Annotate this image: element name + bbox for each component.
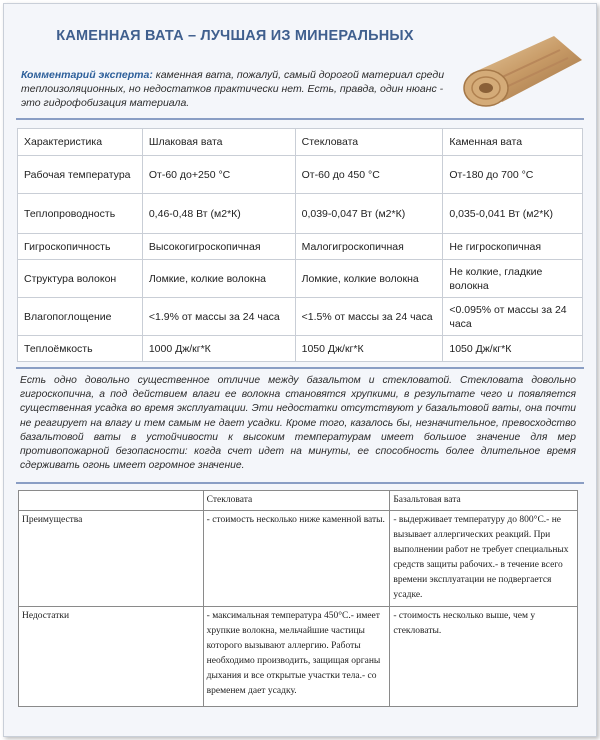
table-cell: <1.5% от массы за 24 часа (295, 298, 443, 336)
table-cell: От-60 до+250 °С (142, 156, 295, 194)
table-row (18, 156, 583, 194)
table-cell: - стоимость несколько выше, чем у стекловаты. (390, 607, 578, 707)
table-cell: Структура волокон (18, 260, 143, 298)
table-cell: 1050 Дж/кг*К (443, 336, 583, 362)
table-cell: 0,035-0,041 Вт (м2*К) (443, 194, 583, 234)
table-cell: 1050 Дж/кг*К (295, 336, 443, 362)
table-cell: 0,039-0,047 Вт (м2*К) (295, 194, 443, 234)
expert-comment-text: каменная вата, пожалуй, самый дорогой материал среди теплоизоляционных, но недостатков практически нет. Есть, правда, один нюанс - это гидрофобизация материала. (21, 69, 445, 109)
table-cell: <0.095% от массы за 24 часа (443, 298, 583, 336)
table-row (18, 234, 583, 260)
table-cell: 1000 Дж/кг*К (142, 336, 295, 362)
table-cell: Теплоёмкость (18, 336, 143, 362)
header-cell: Стекловата (295, 129, 443, 156)
table-cell: Не гигроскопичная (443, 234, 583, 260)
table-cell: От-180 до 700 °С (443, 156, 583, 194)
table-cell: Ломкие, колкие волокна (295, 260, 443, 298)
table-row (18, 336, 583, 362)
pros-cons-table (18, 490, 578, 707)
table-cell: Гигроскопичность (18, 234, 143, 260)
table-cell: 0,46-0,48 Вт (м2*К) (142, 194, 295, 234)
table-row (19, 511, 578, 607)
table-cell: - максимальная температура 450°С.- имеет хрупкие волокна, мельчайшие частицы которого вызывают аллергию. Работы необходимо производить, защищая органы дыхания и все открытые участки тела.- со временем дает усадку. (203, 607, 390, 707)
header-cell: Стекловата (203, 491, 390, 511)
table-row (19, 607, 578, 707)
table-row (18, 298, 583, 336)
table-header-row (19, 491, 578, 511)
table-cell: Ломкие, колкие волокна (142, 260, 295, 298)
comparison-paragraph: Есть одно довольно существенное отличие между базальтом и стекловатой. Стекловата довольно гигроскопична, а под действием влаги ее волокна становятся хрупкими, в результате чего и появляется существенная усадка во время эксплуатации. Эти недостатки отсутствуют у базальтовой ваты, она почти не реагирует на влагу и тем самым не дает усадки. Кроме того, казалось бы, незначительное, превосходство базальтовой ваты в устойчивости к высоким температурам имеет большое значение для мер противопожарной безопасности: когда счет идет на минуты, ее способность более длительное время сдерживать огонь имеет огромное значение. (20, 375, 576, 472)
divider-top (16, 118, 584, 120)
header-cell (19, 491, 204, 511)
expert-comment (21, 68, 451, 110)
expert-comment-lead: Комментарий эксперта: (21, 69, 153, 81)
rock-wool-roll-image (456, 30, 586, 110)
table-cell: Рабочая температура (18, 156, 143, 194)
table-cell: Влагопоглощение (18, 298, 143, 336)
table-cell: Высокогигроскопичная (142, 234, 295, 260)
divider-bottom (16, 482, 584, 484)
table-cell: - выдерживает температуру до 800°С.- не вызывает аллергических реакций. При выполнении работ не требует специальных средств защиты рабочих.- в течение всего времени эксплуатации не подвергается усадке. (390, 511, 578, 607)
table-cell: Не колкие, гладкие волокна (443, 260, 583, 298)
table-cell: Преимущества (19, 511, 204, 607)
characteristics-table (17, 128, 583, 362)
article-title: КАМЕННАЯ ВАТА – ЛУЧШАЯ ИЗ МИНЕРАЛЬНЫХ (56, 28, 414, 44)
table-row (18, 260, 583, 298)
table-cell: <1.9% от массы за 24 часа (142, 298, 295, 336)
table-cell: Недостатки (19, 607, 204, 707)
table-cell: - стоимость несколько ниже каменной ваты. (203, 511, 390, 607)
divider-middle (16, 367, 584, 369)
header-cell: Шлаковая вата (142, 129, 295, 156)
table-header-row (18, 129, 583, 156)
header-cell: Базальтовая вата (390, 491, 578, 511)
header-cell: Каменная вата (443, 129, 583, 156)
table-cell: От-60 до 450 °С (295, 156, 443, 194)
table-cell: Теплопроводность (18, 194, 143, 234)
table-row (18, 194, 583, 234)
header-cell: Характеристика (18, 129, 143, 156)
table-cell: Малогигроскопичная (295, 234, 443, 260)
